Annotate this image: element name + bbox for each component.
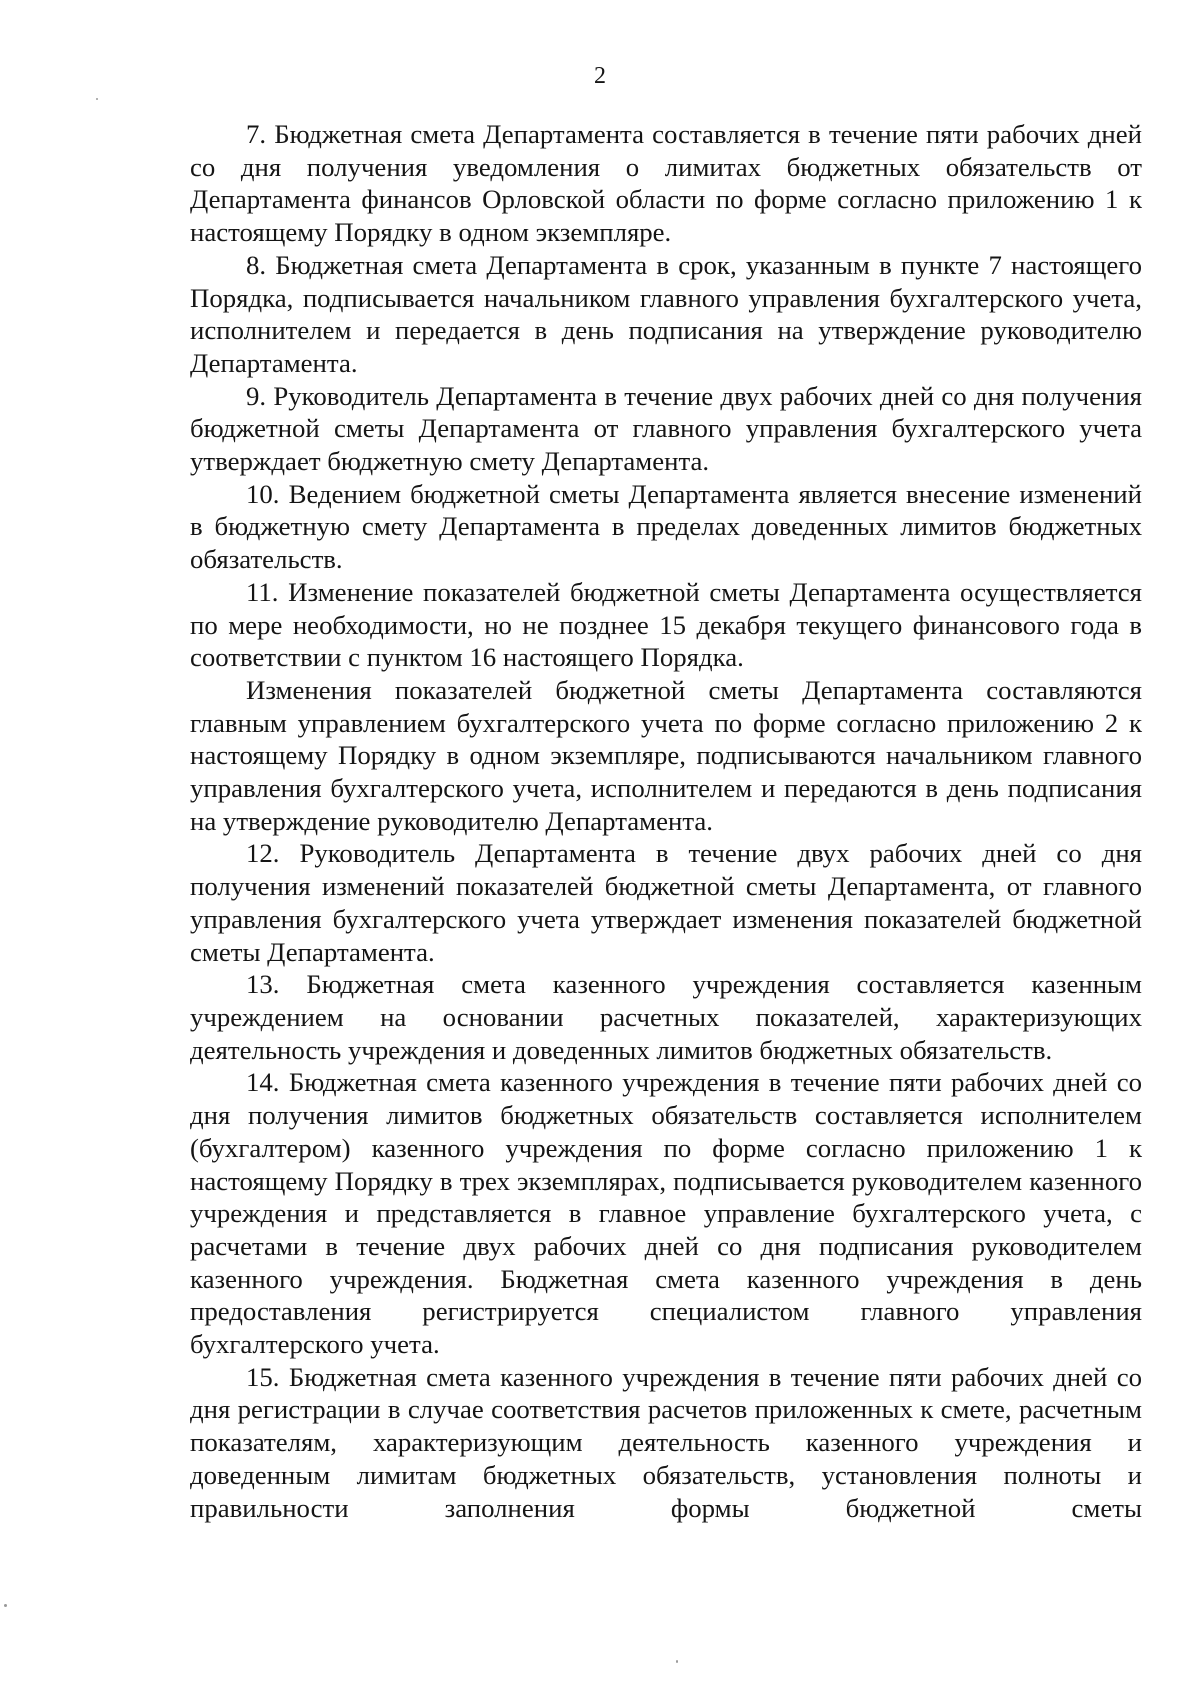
paragraph-10: 10. Ведением бюджетной сметы Департамента является внесение изменений в бюджетную смету Департамента в пределах доведенных лимитов бюджетных обязательств. <box>190 478 1142 575</box>
page-number: 2 <box>594 63 606 89</box>
document-body <box>190 118 1142 1524</box>
scan-speck <box>96 98 98 100</box>
paragraph-11-changes: Изменения показателей бюджетной сметы Департамента составляются главным управлением бухгалтерского учета по форме согласно приложению 2 к настоящему Порядку в одном экземпляре, подписываются начальником главного управления бухгалтерского учета, исполнителем и передаются в день подписания на утверждение руководителю Департамента. <box>190 674 1142 836</box>
scan-speck <box>676 1660 678 1663</box>
paragraph-7: 7. Бюджетная смета Департамента составляется в течение пяти рабочих дней со дня получения уведомления о лимитах бюджетных обязательств от Департамента финансов Орловской области по форме согласно приложению 1 к настоящему Порядку в одном экземпляре. <box>190 119 1142 248</box>
paragraph-13: 13. Бюджетная смета казенного учреждения составляется казенным учреждением на основании расчетных показателей, характеризующих деятельность учреждения и доведенных лимитов бюджетных обязательств. <box>190 969 1142 1065</box>
paragraph-11: 11. Изменение показателей бюджетной сметы Департамента осуществляется по мере необходимости, но не позднее 15 декабря текущего финансового года в соответствии с пунктом 16 настоящего Порядка. <box>190 576 1142 673</box>
scan-speck <box>4 1604 7 1607</box>
paragraph-14: 14. Бюджетная смета казенного учреждения в течение пяти рабочих дней со дня получения лимитов бюджетных обязательств составляется исполнителем (бухгалтером) казенного учреждения по форме согласно приложению 1 к настоящему Порядку в трех экземплярах, подписывается руководителем казенного учреждения и представляется в главное управление бухгалтерского учета, с расчетами в течение двух рабочих дней со дня подписания руководителем казенного учреждения. Бюджетная смета казенного учреждения в день предоставления регистрируется специалистом главного управления бухгалтерского учета. <box>190 1067 1142 1360</box>
paragraph-12: 12. Руководитель Департамента в течение двух рабочих дней со дня получения изменений показателей бюджетной сметы Департамента, от главного управления бухгалтерского учета утверждает изменения показателей бюджетной сметы Департамента. <box>190 838 1142 967</box>
paragraph-15: 15. Бюджетная смета казенного учреждения в течение пяти рабочих дней со дня регистрации в случае соответствия расчетов приложенных к смете, расчетным показателям, характеризующим деятельность казенного учреждения и доведенным лимитам бюджетных обязательств, установления полноты и правильности заполнения формы бюджетной сметы <box>190 1361 1142 1523</box>
paragraph-8: 8. Бюджетная смета Департамента в срок, указанным в пункте 7 настоящего Порядка, подписывается начальником главного управления бухгалтерского учета, исполнителем и передается в день подписания на утверждение руководителю Департамента. <box>190 249 1142 378</box>
paragraph-9: 9. Руководитель Департамента в течение двух рабочих дней со дня получения бюджетной сметы Департамента от главного управления бухгалтерского учета утверждает бюджетную смету Департамента. <box>190 380 1142 477</box>
